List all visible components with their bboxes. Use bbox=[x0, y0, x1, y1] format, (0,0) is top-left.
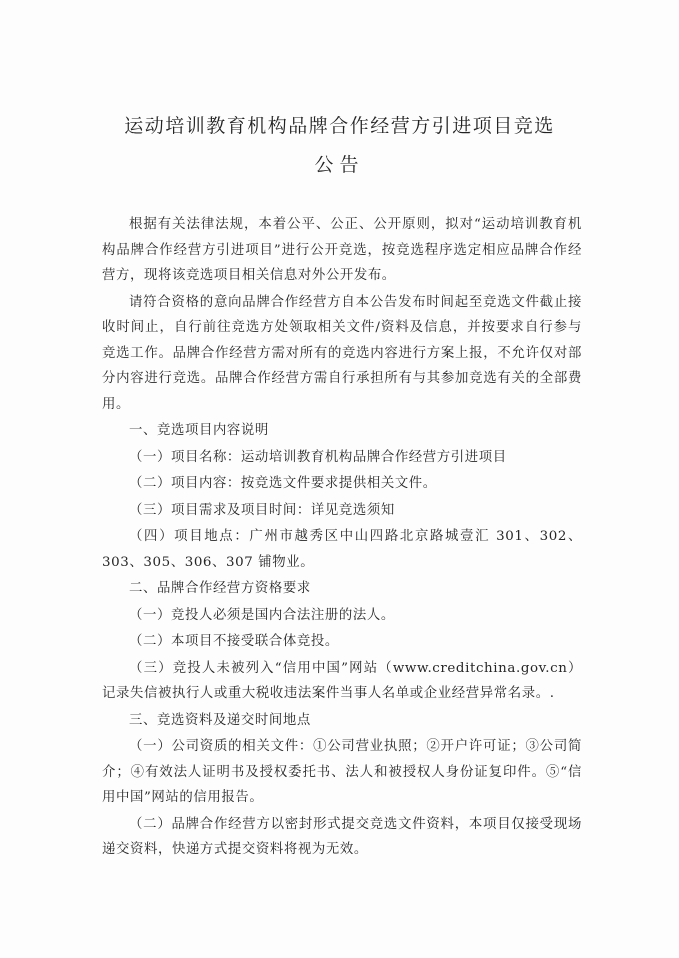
submission-method: （二）品牌合作经营方以密封形式提交竞选文件资料，本项目仅接受现场递交资料，快递方式提交资料将视为无效。 bbox=[102, 816, 582, 857]
section-heading-1: 一、竞选项目内容说明 bbox=[129, 423, 269, 438]
requirement-legal-entity: （一）竞投人必须是国内合法注册的法人。 bbox=[129, 607, 395, 623]
document-title-line-2: 公告 bbox=[314, 154, 365, 176]
item-project-time: （三）项目需求及项目时间：详见竞选须知 bbox=[129, 502, 395, 518]
item-project-content: （二）项目内容：按竞选文件要求提供相关文件。 bbox=[129, 476, 437, 491]
section-heading-2: 二、品牌合作经营方资格要求 bbox=[129, 581, 311, 596]
document-title-line-1: 运动培训教育机构品牌合作经营方引进项目竞选 bbox=[124, 115, 555, 137]
section-heading-3: 三、竞选资料及递交时间地点 bbox=[129, 712, 311, 728]
intro-paragraph: 根据有关法律法规，本着公平、公正、公开原则，拟对“运动培训教育机构品牌合作经营方引进项目”进行公开竞选，按竞选程序选定相应品牌合作经营方，现将该竞选项目相关信息对外公开发布。 bbox=[102, 217, 582, 283]
invitation-paragraph: 请符合资格的意向品牌合作经营方自本公告发布时间起至竞选文件截止接收时间止，自行前往竞选方处领取相关文件/资料及信息，并按要求自行参与竞选工作。品牌合作经营方需对所有的竞选内容进行方案上报，不允许仅对部分内容进行竞选。品牌合作经营方需自行承担所有与其参加竞选有关的全部费用。 bbox=[102, 294, 582, 412]
document-body bbox=[102, 212, 582, 863]
requirement-no-consortium: （二）本项目不接受联合体竞投。 bbox=[129, 634, 339, 649]
requirement-credit-record: （三）竞投人未被列入“信用中国”网站（www.creditchina.gov.cn）记录失信被执行人或重大税收违法案件当事人名单或企业经营异常名录。. bbox=[102, 660, 582, 701]
submission-documents: （一）公司资质的相关文件：①公司营业执照；②开户许可证；③公司简介；④有效法人证明书及授权委托书、法人和被授权人身份证复印件。⑤“信用中国”网站的信用报告。 bbox=[102, 739, 582, 805]
item-project-name: （一）项目名称：运动培训教育机构品牌合作经营方引进项目 bbox=[129, 449, 507, 465]
item-project-location: （四）项目地点：广州市越秀区中山四路北京路城壹汇 301、302、303、305、306、307 铺物业。 bbox=[102, 529, 582, 570]
